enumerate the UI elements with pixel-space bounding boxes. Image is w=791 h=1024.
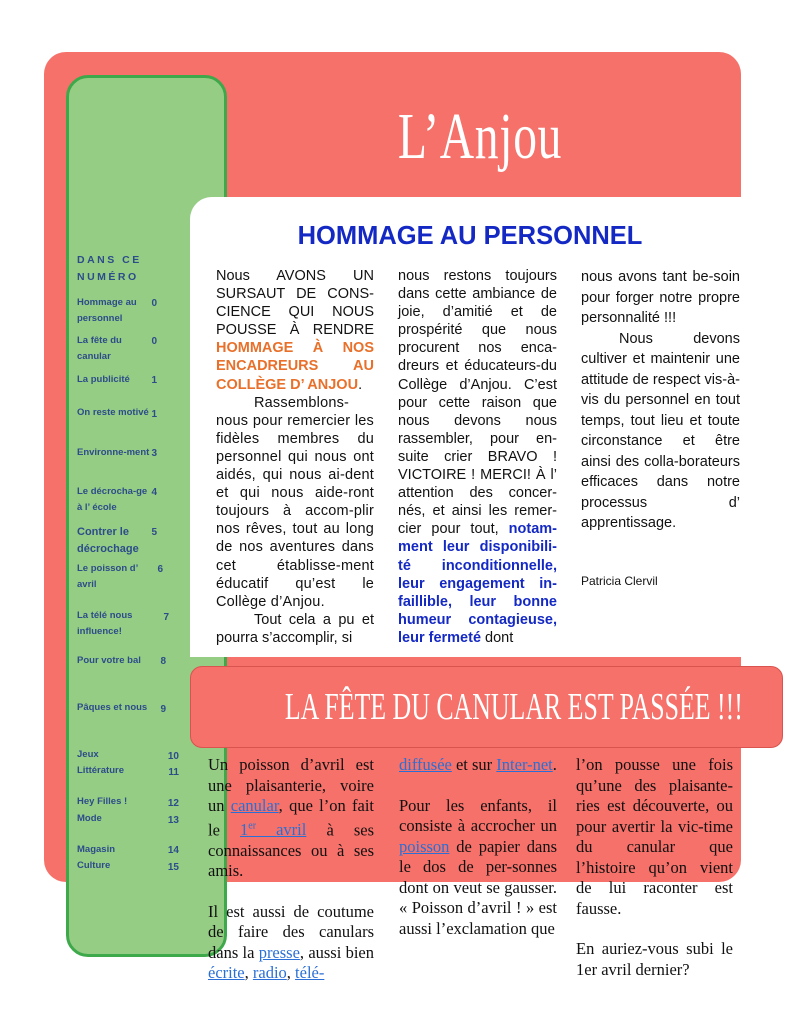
highlight-text: HOMMAGE À NOS ENCADREURS AU COLLÈGE D’ ANJOU bbox=[216, 340, 374, 393]
toc-item-page-number: 9 bbox=[160, 704, 166, 715]
column-text: nous restons toujours dans cette ambiance de joie, d’amitié et de prospérité que nous procurent nos enca-dreurs et éducateurs-du Collège d’Anjou. C’est pour cette raison que nous devons nous rassembler, pour en-suite crier BRAVO ! VICTOIRE ! MERCI! À l’ attention des concer-nés, et ainsi les remer-cier pour tout, bbox=[398, 268, 557, 538]
link-text: avril bbox=[276, 820, 307, 839]
toc-item-label[interactable]: Littérature bbox=[77, 765, 124, 776]
column-text: , bbox=[244, 963, 249, 982]
link-internet[interactable]: Inter-net bbox=[496, 755, 553, 774]
toc-item-page-number: 6 bbox=[157, 564, 163, 575]
link-sup: er bbox=[248, 820, 257, 832]
column-text: Pour les enfants, il consiste à accrocher un bbox=[399, 795, 557, 835]
section-headline: LA FÊTE DU CANULAR EST PASSÉE !!! bbox=[284, 686, 743, 728]
toc-item-label[interactable]: Le décrocha-ge à l’ école bbox=[77, 486, 148, 513]
column-text: l’on pousse une fois qu’une des plaisante-ries est découverte, ou pour avertir la vic-time du canular que l’histoire qu’on vient de lui raconter est fausse. bbox=[576, 755, 733, 918]
author-signature: Patricia Clervil bbox=[581, 574, 658, 588]
toc-item-label[interactable]: Hey Filles ! bbox=[77, 796, 128, 807]
column-text: En auriez-vous subi le 1er avril dernier? bbox=[576, 939, 733, 979]
toc-item-label[interactable]: Environne-ment bbox=[77, 447, 150, 458]
toc-item-page-number: 10 bbox=[167, 751, 179, 762]
column-text: Nous devons cultiver et maintenir une attitude de respect vis-à-vis du personnel en tout temps, tout lieu et toute circonstance et être ainsi des colla-borateurs efficaces dans notre processus d’ apprentissage. bbox=[581, 330, 740, 531]
toc-item-label[interactable]: Mode bbox=[77, 813, 102, 824]
toc-item-page-number: 1 bbox=[151, 409, 157, 420]
column-text: , que l’on fait le bbox=[208, 796, 375, 839]
toc-item-page-number: 4 bbox=[151, 487, 157, 498]
newsletter-title: L’Anjou bbox=[397, 100, 563, 173]
toc-item-page-number: 1 bbox=[151, 375, 157, 386]
column-text: Il est aussi de coutume de faire des canulars dans la bbox=[208, 901, 374, 962]
article-column-1 bbox=[216, 267, 374, 647]
toc-item-page-number: 14 bbox=[167, 845, 179, 856]
column-text: Nous AVONS UN SURSAUT DE CONS-CIENCE QUI NOUS POUSSE À RENDRE bbox=[216, 268, 374, 339]
toc-item-page-number: 0 bbox=[151, 336, 157, 347]
link-poisson[interactable]: poisson bbox=[399, 836, 450, 856]
article-headline: HOMMAGE AU PERSONNEL bbox=[297, 222, 643, 250]
toc-item-page-number: 0 bbox=[151, 298, 157, 309]
toc-item-label[interactable]: Pâques et nous bbox=[77, 702, 148, 713]
toc-item-label[interactable]: Magasin bbox=[77, 844, 116, 855]
article-column-3 bbox=[581, 267, 740, 534]
column-text: Un poisson d’avril est une plaisanterie, voire un bbox=[208, 755, 374, 815]
link-text: 1 bbox=[240, 820, 249, 839]
canular-column-3 bbox=[576, 755, 733, 1000]
sidebar-heading: DANS CE NUMÉRO bbox=[77, 254, 142, 283]
highlight-text: notam-ment leur disponibili-té inconditionnelle, leur engagement in-faillible, leur bonne humeur contagieuse, leur fermeté bbox=[398, 521, 557, 646]
toc-item-label[interactable]: Pour votre bal bbox=[77, 655, 141, 666]
toc-item-page-number: 7 bbox=[163, 612, 169, 623]
article-column-2 bbox=[398, 267, 557, 647]
link-1er-avril[interactable] bbox=[240, 820, 306, 839]
link-diffusee[interactable]: diffusée bbox=[399, 755, 452, 774]
canular-column-2 bbox=[399, 755, 557, 959]
toc-item-page-number: 15 bbox=[167, 862, 179, 873]
toc-item-page-number: 12 bbox=[167, 798, 179, 809]
toc-item-page-number: 3 bbox=[151, 448, 157, 459]
toc-item-label[interactable]: La publicité bbox=[77, 374, 130, 385]
toc-item-label[interactable]: Contrer le décrochage bbox=[77, 526, 139, 555]
column-text: , aussi bien bbox=[299, 942, 374, 962]
toc-item-label[interactable]: Culture bbox=[77, 860, 111, 871]
toc-item-page-number: 8 bbox=[160, 656, 166, 667]
link-television[interactable]: télé- bbox=[295, 963, 325, 982]
link-ecrite[interactable]: écrite bbox=[208, 963, 245, 982]
toc-item-page-number: 5 bbox=[151, 527, 157, 538]
toc-item-label[interactable]: On reste motivé bbox=[77, 407, 149, 418]
column-text: Rassemblons-nous pour remercier les fidèles membres du personnel qui nous ont aidés, qui nous ai-dent et qui nous aide-ront toujours à accom-plir nos rêves, tout au long de nos aventures dans cet établisse-ment éducatif qu’est le Collège d’Anjou. bbox=[216, 394, 374, 610]
column-text: Tout cela a pu et pourra s’accomplir, si bbox=[216, 611, 374, 646]
link-canular[interactable]: canular bbox=[230, 796, 279, 815]
link-radio[interactable]: radio bbox=[252, 963, 287, 982]
toc-item-label[interactable]: Jeux bbox=[77, 749, 99, 760]
column-text: . bbox=[552, 755, 557, 774]
toc-item-label[interactable]: La télé nous influence! bbox=[77, 610, 133, 637]
column-text: et sur bbox=[455, 755, 493, 774]
column-text: à ses connaissances ou à ses amis. bbox=[208, 820, 375, 880]
toc-item-page-number: 13 bbox=[167, 815, 179, 826]
column-text: dont bbox=[485, 629, 514, 646]
toc-item-label[interactable]: Hommage au personnel bbox=[77, 297, 137, 324]
toc-item-label[interactable]: Le poisson d’ avril bbox=[77, 563, 138, 590]
column-text: nous avons tant be-soin pour forger notre propre personnalité !!! bbox=[581, 269, 740, 326]
column-text: . bbox=[358, 376, 363, 393]
toc-item-label[interactable]: La fête du canular bbox=[77, 335, 122, 362]
column-text: , bbox=[286, 963, 291, 982]
toc-item-page-number: 11 bbox=[168, 767, 179, 778]
canular-column-1 bbox=[208, 755, 374, 1004]
link-presse[interactable]: presse bbox=[258, 942, 300, 962]
column-text: de papier dans le dos de per-sonnes dont on veut se gausser. « Poisson d’avril ! » est aussi l’exclamation que bbox=[399, 836, 558, 938]
